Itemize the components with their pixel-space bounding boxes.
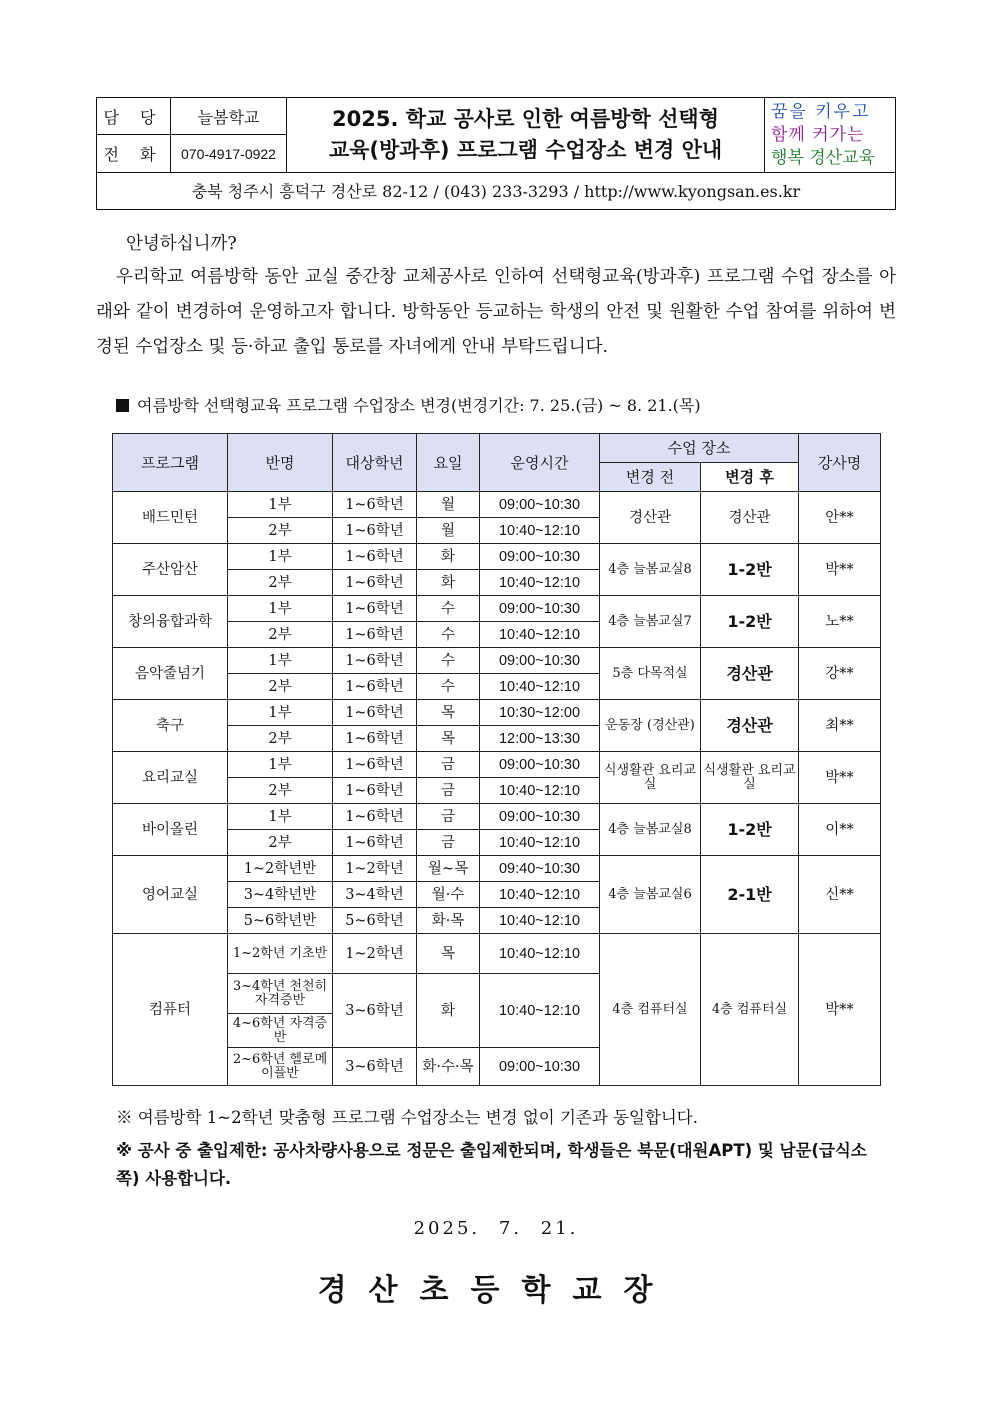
col-day: 요일 [417, 434, 480, 492]
table-row [113, 934, 881, 974]
day-cell: 목 [417, 934, 480, 974]
class-cell: 2부 [228, 830, 333, 856]
class-cell: 2부 [228, 518, 333, 544]
slogan-line-3: 행복 경산교육 [771, 147, 875, 168]
table-header-row [113, 434, 881, 463]
table-row [113, 856, 881, 882]
col-after: 변경 후 [701, 463, 799, 492]
teacher-name: 박** [799, 544, 881, 596]
teacher-name: 박** [799, 934, 881, 1086]
time-cell: 09:00~10:30 [480, 648, 600, 674]
time-cell: 10:40~12:10 [480, 570, 600, 596]
teacher-name: 이** [799, 804, 881, 856]
day-cell: 화·목 [417, 908, 480, 934]
class-cell: 5~6학년반 [228, 908, 333, 934]
program-name: 요리교실 [113, 752, 228, 804]
program-name: 축구 [113, 700, 228, 752]
day-cell: 목 [417, 726, 480, 752]
time-cell: 10:40~12:10 [480, 830, 600, 856]
day-cell: 화 [417, 974, 480, 1048]
slogan-line-2: 함께 커가는 [771, 124, 865, 145]
after-location: 경산관 [701, 492, 799, 544]
class-cell: 4~6학년 자격증반 [228, 1014, 333, 1048]
grade-cell: 3~6학년 [333, 1048, 417, 1086]
before-location: 4층 컴퓨터실 [600, 934, 701, 1086]
table-row [113, 596, 881, 622]
grade-cell: 1~6학년 [333, 752, 417, 778]
before-location: 5층 다목적실 [600, 648, 701, 700]
time-cell: 10:30~12:00 [480, 700, 600, 726]
time-cell: 12:00~13:30 [480, 726, 600, 752]
title-line-2: 교육(방과후) 프로그램 수업장소 변경 안내 [328, 138, 723, 162]
time-cell: 10:40~12:10 [480, 622, 600, 648]
time-cell: 10:40~12:10 [480, 778, 600, 804]
day-cell: 수 [417, 674, 480, 700]
teacher-name: 강** [799, 648, 881, 700]
header-top-row [97, 98, 895, 173]
day-cell: 화·수·목 [417, 1048, 480, 1086]
day-cell: 금 [417, 778, 480, 804]
teacher-name: 안** [799, 492, 881, 544]
note-2: ※ 공사 중 출입제한: 공사차량사용으로 정문은 출입제한되며, 학생들은 북문(대원APT) 및 남문(급식소쪽) 사용합니다. [116, 1141, 867, 1188]
grade-cell: 1~6학년 [333, 674, 417, 700]
day-cell: 월 [417, 518, 480, 544]
time-cell: 09:00~10:30 [480, 596, 600, 622]
grade-cell: 1~6학년 [333, 596, 417, 622]
table-row [113, 492, 881, 518]
grade-cell: 1~6학년 [333, 492, 417, 518]
after-location: 경산관 [701, 648, 799, 700]
grade-cell: 1~6학년 [333, 700, 417, 726]
class-cell: 1~2학년 기초반 [228, 934, 333, 974]
after-location: 2-1반 [701, 856, 799, 934]
day-cell: 금 [417, 752, 480, 778]
col-before: 변경 전 [600, 463, 701, 492]
time-cell: 10:40~12:10 [480, 674, 600, 700]
col-teacher: 강사명 [799, 434, 881, 492]
class-cell: 1부 [228, 544, 333, 570]
note-1: ※ 여름방학 1~2학년 맞춤형 프로그램 수업장소는 변경 없이 기존과 동일합니다. [116, 1108, 698, 1127]
grade-cell: 1~6학년 [333, 830, 417, 856]
col-grade: 대상학년 [333, 434, 417, 492]
time-cell: 09:00~10:30 [480, 804, 600, 830]
col-time: 운영시간 [480, 434, 600, 492]
table-row [113, 804, 881, 830]
school-address: 충북 청주시 흥덕구 경산로 82-12 / (043) 233-3293 / http://www.kyongsan.es.kr [191, 182, 801, 201]
time-cell: 09:00~10:30 [480, 492, 600, 518]
greeting: 안녕하십니까? [126, 234, 237, 254]
after-location: 1-2반 [701, 544, 799, 596]
class-cell: 1부 [228, 752, 333, 778]
day-cell: 수 [417, 648, 480, 674]
grade-cell: 1~6학년 [333, 622, 417, 648]
section-heading: 여름방학 선택형교육 프로그램 수업장소 변경(변경기간: 7. 25.(금) ~ 8. 21.(목) [116, 393, 701, 416]
grade-cell: 1~6학년 [333, 648, 417, 674]
grade-cell: 5~6학년 [333, 908, 417, 934]
after-location: 경산관 [701, 700, 799, 752]
after-location: 식생활관 요리교실 [701, 752, 799, 804]
table-row [113, 648, 881, 674]
class-cell: 1부 [228, 596, 333, 622]
table-row [113, 544, 881, 570]
schedule-table [112, 433, 881, 1086]
day-cell: 목 [417, 700, 480, 726]
class-cell: 2부 [228, 622, 333, 648]
program-name: 창의융합과학 [113, 596, 228, 648]
day-cell: 금 [417, 830, 480, 856]
before-location: 4층 늘봄교실7 [600, 596, 701, 648]
time-cell: 10:40~12:10 [480, 974, 600, 1048]
class-cell: 2부 [228, 570, 333, 596]
grade-cell: 1~6학년 [333, 570, 417, 596]
class-cell: 3~4학년반 [228, 882, 333, 908]
col-location: 수업 장소 [600, 434, 799, 463]
program-name: 배드민턴 [113, 492, 228, 544]
square-bullet-icon [116, 399, 129, 412]
program-name: 바이올린 [113, 804, 228, 856]
title-line-1: 2025. 학교 공사로 인한 여름방학 선택형 [332, 107, 719, 131]
program-name: 주산암산 [113, 544, 228, 596]
day-cell: 월~목 [417, 856, 480, 882]
school-signature: 경산초등학교장 [317, 1273, 675, 1308]
before-location: 식생활관 요리교실 [600, 752, 701, 804]
day-cell: 화 [417, 570, 480, 596]
slogan-line-1: 꿈을 키우고 [771, 101, 871, 122]
class-cell: 2부 [228, 726, 333, 752]
document-header [96, 97, 896, 210]
grade-cell: 1~6학년 [333, 518, 417, 544]
before-location: 4층 늘봄교실8 [600, 544, 701, 596]
grade-cell: 3~6학년 [333, 974, 417, 1048]
col-class: 반명 [228, 434, 333, 492]
class-cell: 1~2학년반 [228, 856, 333, 882]
time-cell: 10:40~12:10 [480, 518, 600, 544]
col-program: 프로그램 [113, 434, 228, 492]
program-name: 음악줄넘기 [113, 648, 228, 700]
before-location: 경산관 [600, 492, 701, 544]
time-cell: 09:40~10:30 [480, 856, 600, 882]
time-cell: 09:00~10:30 [480, 544, 600, 570]
teacher-name: 신** [799, 856, 881, 934]
grade-cell: 1~6학년 [333, 726, 417, 752]
day-cell: 월·수 [417, 882, 480, 908]
class-cell: 1부 [228, 804, 333, 830]
grade-cell: 1~6학년 [333, 804, 417, 830]
table-row [113, 752, 881, 778]
day-cell: 수 [417, 622, 480, 648]
slogan [765, 98, 895, 172]
grade-cell: 1~6학년 [333, 544, 417, 570]
day-cell: 수 [417, 596, 480, 622]
time-cell: 09:00~10:30 [480, 1048, 600, 1086]
class-cell: 1부 [228, 492, 333, 518]
charge-label: 담 당 [97, 98, 171, 135]
after-location: 1-2반 [701, 596, 799, 648]
time-cell: 10:40~12:10 [480, 882, 600, 908]
day-cell: 금 [417, 804, 480, 830]
grade-cell: 1~6학년 [333, 778, 417, 804]
class-cell: 2~6학년 헬로메이플반 [228, 1048, 333, 1086]
grade-cell: 1~2학년 [333, 856, 417, 882]
class-cell: 2부 [228, 674, 333, 700]
phone-value: 070-4917-0922 [171, 135, 287, 172]
intro-paragraph: 우리학교 여름방학 동안 교실 중간창 교체공사로 인하여 선택형교육(방과후) 프로그램 수업 장소를 아래와 같이 변경하여 운영하고자 합니다. 방학동안 등교하는 학생의 안전 및 원활한 수업 참여를 위하여 변경된 수업장소 및 등·하교 출입 통로를 자녀에게 안내 부탁드립니다. [96, 267, 896, 357]
after-location: 4층 컴퓨터실 [701, 934, 799, 1086]
teacher-name: 노** [799, 596, 881, 648]
day-cell: 월 [417, 492, 480, 518]
program-name: 컴퓨터 [113, 934, 228, 1086]
before-location: 운동장 (경산관) [600, 700, 701, 752]
time-cell: 10:40~12:10 [480, 908, 600, 934]
before-location: 4층 늘봄교실6 [600, 856, 701, 934]
document-title [287, 98, 765, 172]
class-cell: 3~4학년 천천히자격증반 [228, 974, 333, 1014]
time-cell: 09:00~10:30 [480, 752, 600, 778]
day-cell: 화 [417, 544, 480, 570]
program-name: 영어교실 [113, 856, 228, 934]
grade-cell: 3~4학년 [333, 882, 417, 908]
class-cell: 1부 [228, 700, 333, 726]
class-cell: 2부 [228, 778, 333, 804]
charge-value: 늘봄학교 [171, 98, 287, 135]
teacher-name: 최** [799, 700, 881, 752]
table-row [113, 700, 881, 726]
class-cell: 1부 [228, 648, 333, 674]
document-date: 2025. 7. 21. [413, 1218, 579, 1239]
after-location: 1-2반 [701, 804, 799, 856]
before-location: 4층 늘봄교실8 [600, 804, 701, 856]
phone-label: 전 화 [97, 135, 171, 172]
time-cell: 10:40~12:10 [480, 934, 600, 974]
teacher-name: 박** [799, 752, 881, 804]
grade-cell: 1~2학년 [333, 934, 417, 974]
